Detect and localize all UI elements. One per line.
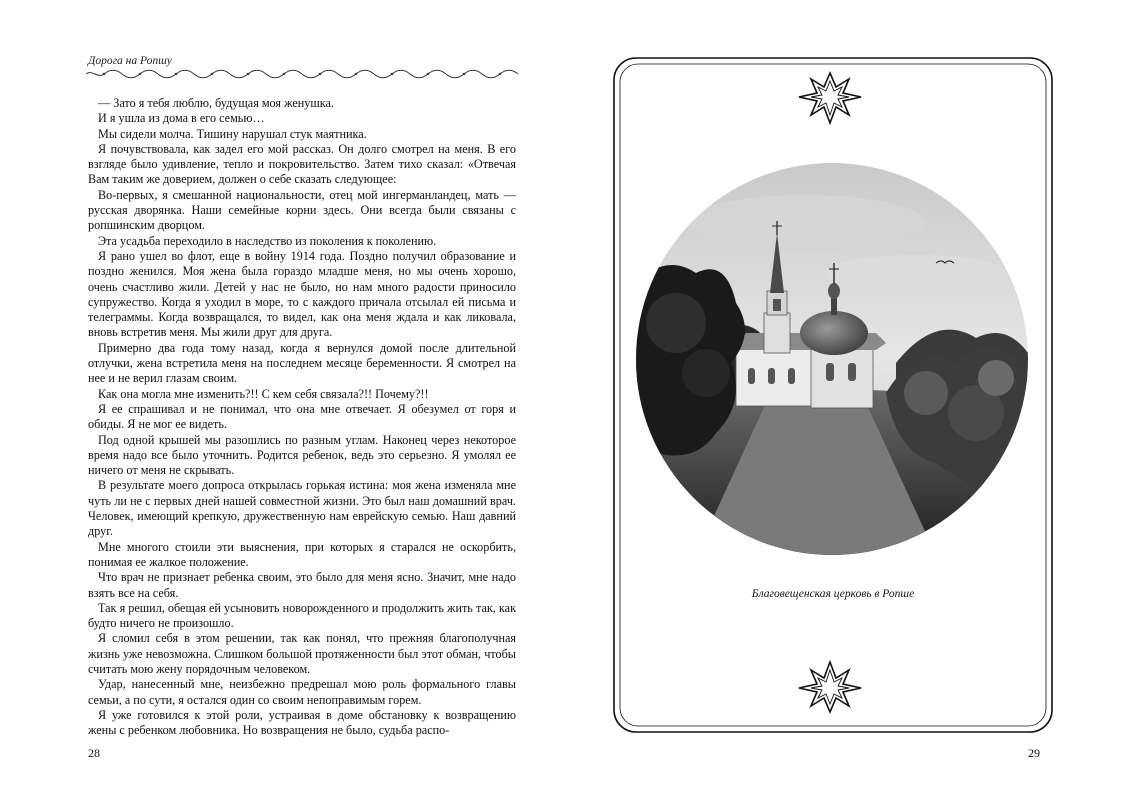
- paragraph: И я ушла из дома в его семью…: [98, 111, 265, 126]
- paragraph: Эта усадьба переходило в наследство из поколения к поколению.: [98, 233, 437, 248]
- running-head: Дорога на Ропшу: [88, 55, 172, 67]
- paragraph: Я рано ушел во флот, еще в войну 1914 года. Поздно получил образование и поздно женился. Моя жена была гораздо младше меня, но мы очень хорошо, очень счастливо жили. Детей у нас не было, но нам много радости приносило супружество. Когда я уходил в море, то с каждого причала отсылал ей письма и телеграммы. Когда возвращался, то видел, как она меня ждала и как ликовала, вновь встретив меня. Мы жили друг для друга.: [88, 248, 516, 340]
- paragraph: Мы сидели молча. Тишину нарушал стук маятника.: [98, 126, 367, 141]
- paragraph: Я почувствовала, как задел его мой рассказ. Он долго смотрел на меня. В его взгляде было удивление, тепло и покровительство. Затем тихо сказал: «Отвечая Вам таким же доверием, должен о себе сказать следующее:: [88, 141, 516, 187]
- paragraph: — Зато я тебя люблю, будущая моя женушка.: [98, 96, 334, 110]
- illustration-caption: Благовещенская церковь в Ропше: [751, 588, 915, 600]
- paragraph: Мне многого стоили эти выяснения, при которых я старался не оскорбить, понимая ее жалкое положение.: [88, 539, 516, 569]
- paragraph: Так я решил, обещая ей усыновить новорожденного и продолжить жить так, как будто ничего не произошло.: [88, 600, 516, 631]
- header-ornament-rule: [86, 68, 518, 80]
- church-illustration: [636, 163, 1028, 555]
- paragraph: В результате моего допроса открылась горькая истина: моя жена изменяла мне чуть ли не с первых дней нашей совместной жизни. Это был наш домашний врач. Человек, имеющий крепкую, дружественную нам еврейскую семью. Наш давний друг.: [88, 478, 516, 539]
- paragraph: Под одной крышей мы разошлись по разным углам. Наконец через некоторое время надо все было уточнить. Родится ребенок, ведь это серьезно. Я умолял ее ничего от меня не скрывать.: [88, 432, 516, 478]
- paragraph: Что врач не признает ребенка своим, это было для меня ясно. Значит, мне надо взять все на себя.: [88, 570, 516, 600]
- body-text: [88, 96, 516, 738]
- paragraph: Во-первых, я смешанной национальности, отец мой ингерманландец, мать — русская дворянка. Наши семейные корни здесь. Они всегда были связаны с ропшинским дворцом.: [88, 187, 516, 233]
- paragraph: Примерно два года тому назад, когда я вернулся домой после длительной отлучки, жена встретила меня на последнем месяце беременности. Я смотрел на нее и не верил глазам своим.: [88, 340, 516, 386]
- paragraph: Я ее спрашивал и не понимал, что она мне отвечает. Я обезумел от горя и обиды. Я не мог ее видеть.: [88, 401, 516, 432]
- star-ornament-bottom-icon: [781, 660, 879, 716]
- paragraph: Удар, нанесенный мне, неизбежно предрешал мою роль формального главы семьи, а по сути, я остался один со своим непоправимым горем.: [88, 677, 516, 707]
- right-page: [561, 0, 1123, 794]
- paragraph: Я сломил себя в этом решении, так как понял, что прежняя благополучная жизнь уже невозможна. Слишком большой протяженности был этот обман, чтобы считать мою жену порядочным человеком.: [88, 631, 516, 676]
- page-number-right: 29: [1028, 746, 1040, 760]
- page-number-left: 28: [88, 746, 100, 760]
- paragraph: Как она могла мне изменить?!! С кем себя связала?!! Почему?!!: [98, 386, 429, 401]
- paragraph: Я уже готовился к этой роли, устраивая в доме обстановку к возвращению жены с ребенком любовника. Но возвращения не было, судьба распо-: [88, 707, 516, 738]
- left-page: [0, 0, 561, 794]
- star-ornament-top-icon: [781, 69, 879, 127]
